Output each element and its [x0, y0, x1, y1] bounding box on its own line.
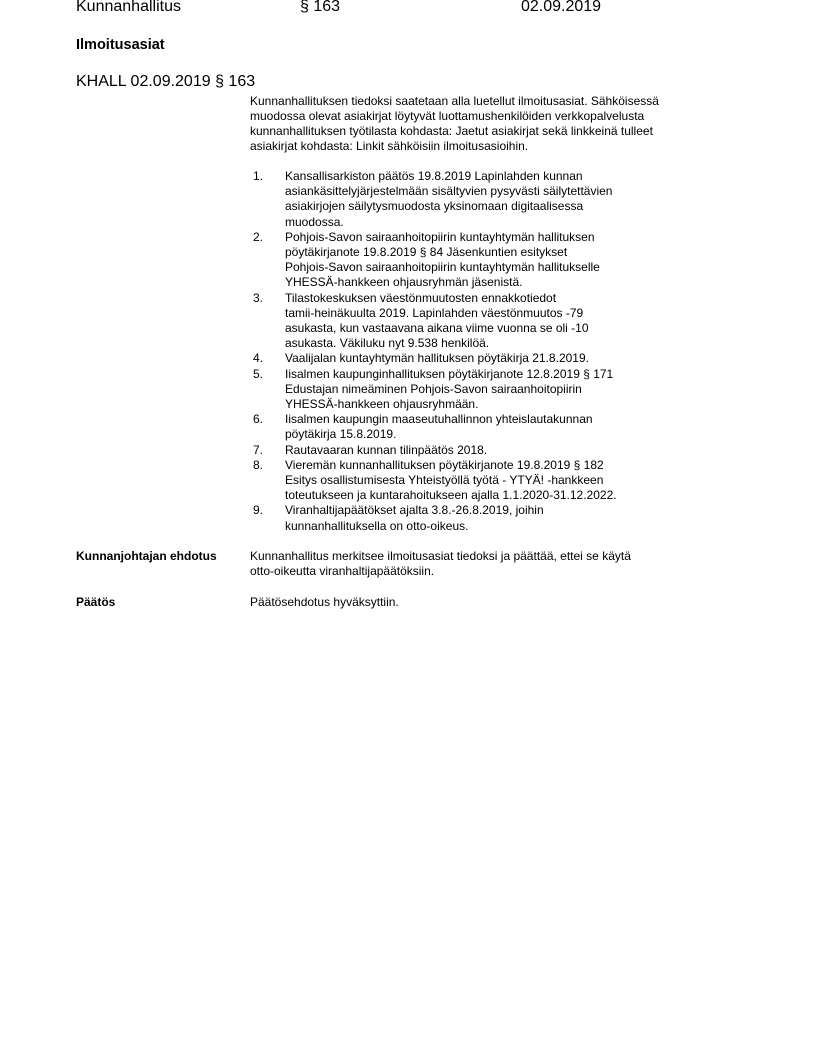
list-item-text: [285, 503, 655, 533]
document-header: [76, 0, 776, 20]
list-item-text: [285, 291, 655, 352]
list-item-line: Tilastokeskuksen väestönmuutosten ennakkotiedot: [285, 290, 557, 305]
list-item: [250, 503, 720, 533]
intro-line: kunnanhallituksen työtilasta kohdasta: Jaetut asiakirjat sekä linkkeinä tulleet: [250, 124, 653, 138]
list-item-line: Pohjois-Savon sairaanhoitopiirin kuntayhtymän hallitukselle: [285, 260, 600, 275]
list-item-text: [285, 443, 655, 458]
list-item-line: asukasta. Väkiluku nyt 9.538 henkilöä.: [285, 336, 490, 351]
list-item: [250, 367, 720, 413]
list-item-line: Edustajan nimeäminen Pohjois-Savon sairaanhoitopiirin: [285, 381, 582, 396]
notice-list: [250, 169, 720, 534]
list-item: [250, 230, 720, 291]
list-item-number: 5.: [253, 366, 264, 381]
list-item: [250, 291, 720, 352]
list-item-text: [285, 169, 655, 230]
list-item-line: asiankäsittelyjärjestelmään sisältyvien pysyvästi säilytettävien: [285, 184, 613, 199]
header-paragraph: § 163: [300, 0, 341, 15]
list-item-line: Viranhaltijapäätökset ajalta 3.8.-26.8.2019, joihin: [285, 503, 544, 518]
list-item-number: 8.: [253, 457, 264, 472]
list-item-line: Rautavaaran kunnan tilinpäätös 2018.: [285, 442, 488, 457]
proposal-line: otto-oikeutta viranhaltijapäätöksiin.: [250, 564, 435, 578]
list-item-line: asukasta, kun vastaavana aikana viime vuonna se oli -10: [285, 321, 589, 336]
list-item: [250, 412, 720, 442]
proposal-label: Kunnanjohtajan ehdotus: [76, 549, 217, 563]
decision-text: Päätösehdotus hyväksyttiin.: [250, 595, 399, 609]
list-item-line: pöytäkirja 15.8.2019.: [285, 427, 397, 442]
list-item-line: Esitys osallistumisesta Yhteistyöllä työtä - YTYÄ! -hankkeen: [285, 473, 604, 488]
list-item-line: Pohjois-Savon sairaanhoitopiirin kuntayhtymän hallituksen: [285, 229, 595, 244]
intro-line: muodossa olevat asiakirjat löytyvät luottamushenkilöiden verkkopalvelusta: [250, 109, 645, 123]
header-date: 02.09.2019: [521, 0, 602, 15]
list-item-line: toteutukseen ja kuntarahoitukseen ajalla 1.1.2020-31.12.2022.: [285, 488, 617, 503]
list-item-line: Vaalijalan kuntayhtymän hallituksen pöytäkirja 21.8.2019.: [285, 351, 589, 366]
decision-label: Päätös: [76, 595, 116, 609]
list-item: [250, 351, 720, 366]
list-item-line: Vieremän kunnanhallituksen pöytäkirjanote 19.8.2019 § 182: [285, 457, 604, 472]
list-item-line: YHESSÄ-hankkeen ohjausryhmän jäsenistä.: [285, 275, 523, 290]
list-item-line: Iisalmen kaupunginhallituksen pöytäkirjanote 12.8.2019 § 171: [285, 366, 614, 381]
list-item-number: 7.: [253, 442, 264, 457]
section-title: Ilmoitusasiat: [76, 37, 165, 53]
intro-line: asiakirjat kohdasta: Linkit sähköisiin ilmoitusasioihin.: [250, 139, 529, 153]
list-item-line: pöytäkirjanote 19.8.2019 § 84 Jäsenkuntien esitykset: [285, 245, 568, 260]
list-item-number: 9.: [253, 503, 264, 518]
list-item-number: 4.: [253, 351, 264, 366]
list-item-number: 1.: [253, 169, 264, 183]
proposal-line: Kunnanhallitus merkitsee ilmoitusasiat tiedoksi ja päättää, ettei se käytä: [250, 549, 631, 563]
list-item-line: Kansallisarkiston päätös 19.8.2019 Lapinlahden kunnan: [285, 169, 583, 183]
list-item-line: tamii-heinäkuulta 2019. Lapinlahden väestönmuutos -79: [285, 305, 584, 320]
list-item: [250, 458, 720, 504]
list-item-text: [285, 412, 655, 442]
list-item-text: [285, 458, 655, 504]
header-organ: Kunnanhallitus: [76, 0, 181, 15]
list-item-line: asiakirjojen säilytysmuodosta yksinomaan digitaalisessa: [285, 199, 584, 214]
list-item-number: 6.: [253, 412, 264, 427]
list-item-line: YHESSÄ-hankkeen ohjausryhmään.: [285, 397, 479, 412]
list-item-text: [285, 367, 655, 413]
list-item-line: muodossa.: [285, 214, 344, 229]
intro-text: [250, 94, 720, 154]
list-item-number: 2.: [253, 229, 264, 244]
meeting-reference: KHALL 02.09.2019 § 163: [76, 73, 256, 90]
list-item-line: Iisalmen kaupungin maaseutuhallinnon yhteislautakunnan: [285, 412, 593, 427]
proposal-text: [250, 549, 720, 579]
intro-line: Kunnanhallituksen tiedoksi saatetaan alla luetellut ilmoitusasiat. Sähköisessä: [250, 94, 659, 108]
list-item: [250, 169, 720, 230]
list-item-number: 3.: [253, 290, 264, 305]
list-item-text: [285, 230, 655, 291]
list-item: [250, 443, 720, 458]
list-item-text: [285, 351, 655, 366]
list-item-line: kunnanhallituksella on otto-oikeus.: [285, 518, 469, 533]
